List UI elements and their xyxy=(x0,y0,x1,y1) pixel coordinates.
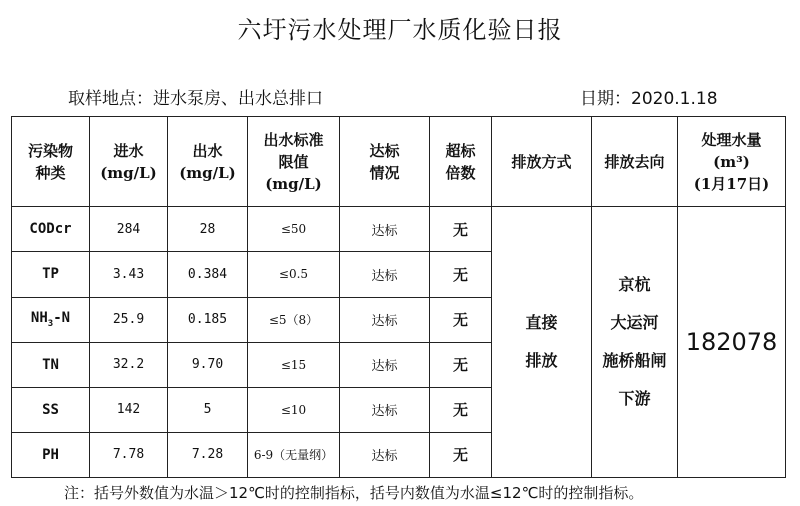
outflow-cell: 7.28 xyxy=(168,432,248,477)
pollutant-cell: $NH_3-N$ xyxy=(12,297,90,342)
compliance-cell: 达标 xyxy=(340,207,430,252)
compliance-cell: 达标 xyxy=(340,252,430,297)
footnote: 注：括号外数值为水温＞12℃时的控制指标，括号内数值为水温≤12℃时的控制指标。 xyxy=(64,484,644,502)
compliance-cell: 达标 xyxy=(340,432,430,477)
exceed-cell: 无 xyxy=(430,297,492,342)
water-quality-table xyxy=(11,116,786,478)
outflow-cell: 9.70 xyxy=(168,342,248,387)
header-discharge-destination: 排放去向 xyxy=(592,117,678,207)
limit-cell: ≤5（8） xyxy=(248,297,340,342)
inflow-cell: 142 xyxy=(90,387,168,432)
limit-cell: 6-9（无量纲） xyxy=(248,432,340,477)
compliance-cell: 达标 xyxy=(340,342,430,387)
outflow-cell: 28 xyxy=(168,207,248,252)
header-volume: 处理水量 (m³) (1月17日) xyxy=(678,117,786,207)
pollutant-cell: CODcr xyxy=(12,207,90,252)
table-row xyxy=(12,207,786,252)
sampling-location: 取样地点：进水泵房、出水总排口 xyxy=(68,89,323,109)
header-outflow: 出水 (mg/L) xyxy=(168,117,248,207)
exceed-cell: 无 xyxy=(430,342,492,387)
outflow-cell: 0.384 xyxy=(168,252,248,297)
header-pollutant: 污染物 种类 xyxy=(12,117,90,207)
outflow-cell: 0.185 xyxy=(168,297,248,342)
discharge-method-cell: 直接 排放 xyxy=(492,207,592,478)
inflow-cell: 7.78 xyxy=(90,432,168,477)
limit-cell: ≤0.5 xyxy=(248,252,340,297)
exceed-cell: 无 xyxy=(430,432,492,477)
header-inflow: 进水 (mg/L) xyxy=(90,117,168,207)
exceed-cell: 无 xyxy=(430,387,492,432)
header-compliance: 达标 情况 xyxy=(340,117,430,207)
discharge-destination-cell: 京杭 大运河 施桥船闸 下游 xyxy=(592,207,678,478)
treated-volume-cell: 182078 xyxy=(678,207,786,478)
report-date: 日期：2020.1.18 xyxy=(580,89,718,109)
header-exceed: 超标 倍数 xyxy=(430,117,492,207)
limit-cell: ≤10 xyxy=(248,387,340,432)
inflow-cell: 25.9 xyxy=(90,297,168,342)
inflow-cell: 284 xyxy=(90,207,168,252)
header-discharge-method: 排放方式 xyxy=(492,117,592,207)
inflow-cell: 3.43 xyxy=(90,252,168,297)
pollutant-cell: SS xyxy=(12,387,90,432)
limit-cell: ≤50 xyxy=(248,207,340,252)
compliance-cell: 达标 xyxy=(340,387,430,432)
exceed-cell: 无 xyxy=(430,207,492,252)
outflow-cell: 5 xyxy=(168,387,248,432)
page-title: 六圩污水处理厂水质化验日报 xyxy=(237,16,563,44)
compliance-cell: 达标 xyxy=(340,297,430,342)
pollutant-cell: TN xyxy=(12,342,90,387)
exceed-cell: 无 xyxy=(430,252,492,297)
header-row xyxy=(12,117,786,207)
pollutant-cell: PH xyxy=(12,432,90,477)
inflow-cell: 32.2 xyxy=(90,342,168,387)
limit-cell: ≤15 xyxy=(248,342,340,387)
header-limit: 出水标准 限值 (mg/L) xyxy=(248,117,340,207)
pollutant-cell: TP xyxy=(12,252,90,297)
